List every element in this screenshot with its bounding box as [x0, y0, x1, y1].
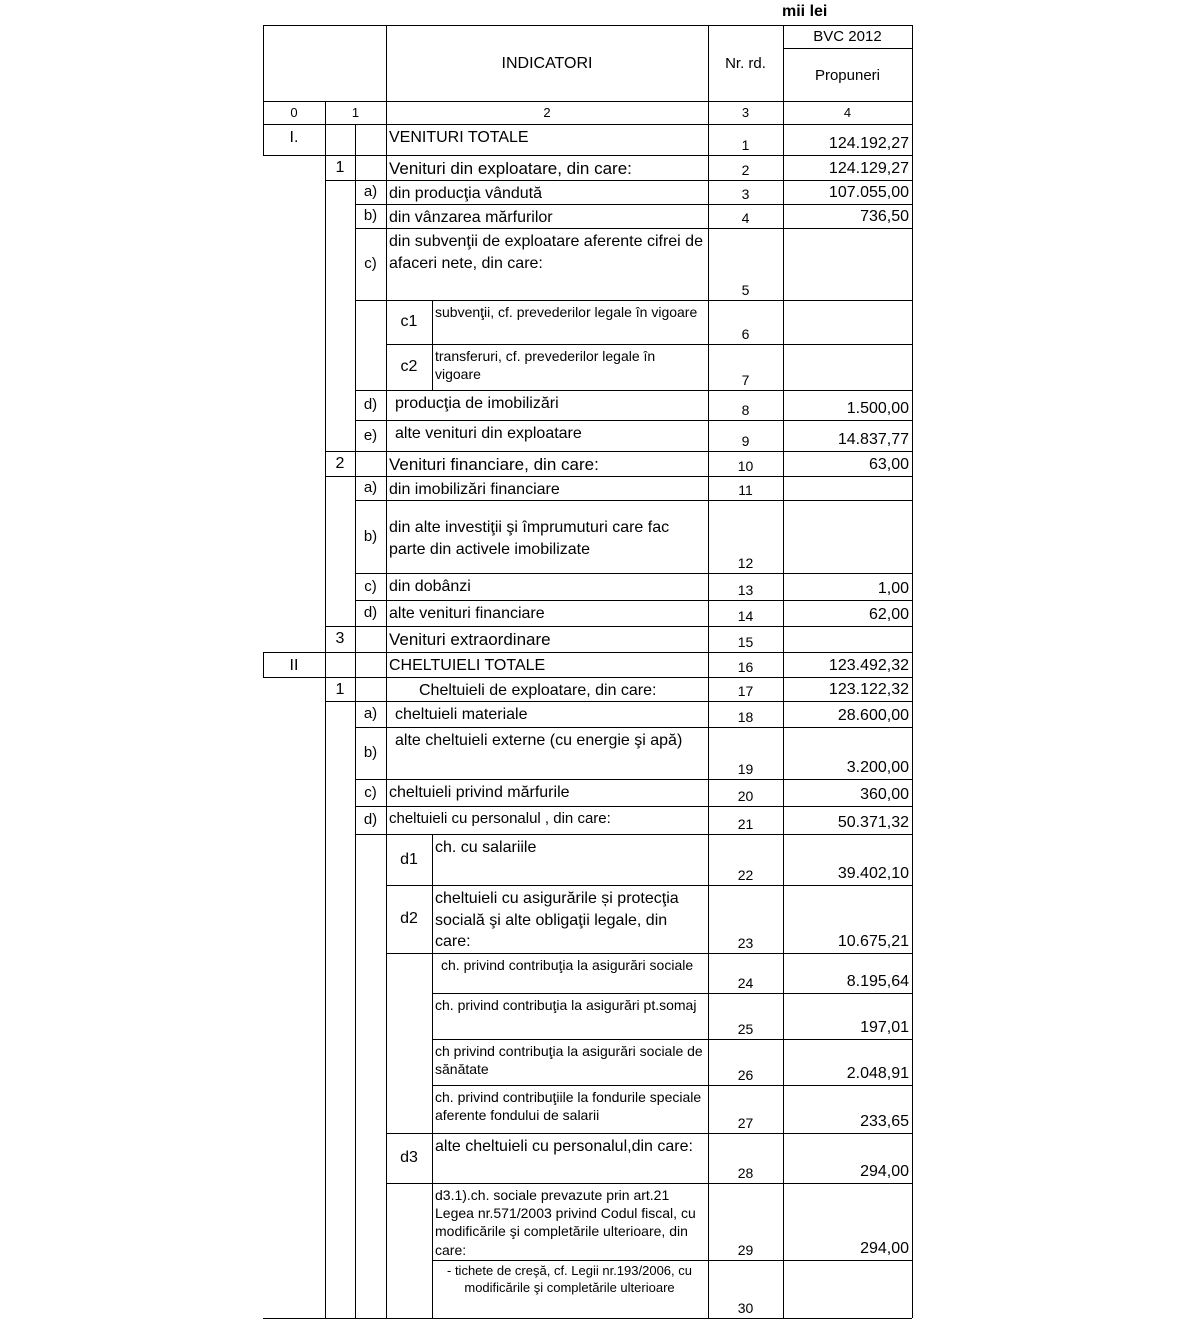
- row-letter: a): [363, 479, 378, 496]
- row-nr: 7: [741, 372, 750, 388]
- row-indicator-text: CHELTUIELI TOTALE: [389, 657, 546, 674]
- row-number: 3: [335, 630, 345, 647]
- row-nr: 29: [737, 1242, 754, 1258]
- col-number-1: 1: [351, 105, 360, 120]
- row-value: 3.200,00: [846, 759, 909, 776]
- row-number: 1: [335, 681, 345, 698]
- row-value: 294,00: [860, 1163, 909, 1180]
- row-nr: 9: [741, 433, 750, 449]
- row-nr: 18: [737, 709, 754, 725]
- row-indicator-text: din dobânzi: [389, 578, 471, 595]
- row-indicator-text: din imobilizări financiare: [389, 481, 560, 498]
- row-nr: 20: [737, 788, 754, 804]
- row-value: 736,50: [860, 208, 909, 225]
- col-number-2: 2: [543, 105, 551, 120]
- row-letter: c): [364, 578, 377, 595]
- row-indicator-text: - tichete de creşă, cf. Legii nr.193/2006, cu modificările şi completările ulterioare: [447, 1263, 692, 1295]
- row-indicator-text: alte venituri financiare: [389, 605, 545, 622]
- row-sub-label: c1: [400, 313, 418, 330]
- row-nr: 11: [738, 482, 753, 498]
- row-value: 2.048,91: [846, 1065, 909, 1082]
- row-nr: 4: [741, 210, 750, 226]
- row-indicator-text: ch. cu salariile: [435, 839, 537, 856]
- row-number: 2: [335, 455, 345, 472]
- grid-line: [386, 953, 912, 954]
- grid-line: [263, 677, 912, 678]
- row-indicator-text: alte cheltuieli cu personalul,din care:: [435, 1138, 693, 1155]
- col-number-4: 4: [843, 105, 852, 120]
- row-value: 197,01: [860, 1019, 909, 1036]
- grid-line: [263, 1318, 912, 1319]
- grid-line: [263, 101, 912, 102]
- row-value: 63,00: [868, 456, 909, 473]
- row-indicator-text: producţia de imobilizări: [395, 395, 559, 412]
- col-number-0: 0: [290, 105, 298, 120]
- header-bvc: BVC 2012: [813, 28, 882, 45]
- grid-line: [386, 344, 912, 345]
- row-value: 1,00: [877, 580, 909, 597]
- row-value: 62,00: [868, 606, 909, 623]
- grid-line: [355, 834, 912, 835]
- grid-line: [355, 420, 912, 421]
- row-roman: I.: [289, 129, 299, 146]
- row-value: 10.675,21: [837, 933, 909, 950]
- row-letter: a): [363, 705, 378, 722]
- row-nr: 25: [737, 1021, 754, 1037]
- grid-line: [325, 451, 912, 452]
- grid-line: [386, 124, 387, 1318]
- row-value: 124.129,27: [828, 160, 909, 177]
- row-letter: d): [363, 811, 378, 828]
- row-nr: 10: [737, 458, 754, 474]
- header-indicatori: INDICATORI: [501, 55, 593, 72]
- row-sub-label: d1: [400, 851, 418, 868]
- row-indicator-text: subvenţii, cf. prevederilor legale în vigoare: [435, 304, 698, 320]
- row-nr: 13: [737, 582, 754, 598]
- grid-line: [355, 806, 912, 807]
- row-indicator-text: ch. privind contribuţia la asigurări sociale: [441, 957, 694, 973]
- grid-line: [432, 1039, 912, 1040]
- grid-line: [432, 300, 433, 390]
- unit-label: mii lei: [782, 3, 828, 20]
- row-letter: c): [364, 255, 377, 272]
- grid-line: [263, 155, 912, 156]
- row-nr: 28: [737, 1165, 754, 1181]
- row-value: 50.371,32: [837, 814, 909, 831]
- row-sub-label: c2: [400, 358, 418, 375]
- row-nr: 22: [737, 867, 754, 883]
- row-nr: 16: [737, 659, 754, 675]
- grid-line: [783, 48, 912, 49]
- grid-line: [355, 600, 912, 601]
- row-sub-label: d2: [400, 910, 418, 927]
- grid-line: [432, 993, 912, 994]
- row-indicator-text: VENITURI TOTALE: [389, 129, 529, 146]
- row-value: 28.600,00: [837, 707, 909, 724]
- row-value: 360,00: [860, 786, 909, 803]
- row-nr: 15: [737, 634, 754, 650]
- row-value: 124.192,27: [828, 135, 909, 152]
- row-nr: 12: [737, 555, 754, 571]
- row-indicator-text: d3.1).ch. sociale prevazute prin art.21 Legea nr.571/2003 privind Codul fiscal, cu modificările şi completările ulterioare, din care:: [435, 1187, 696, 1258]
- row-indicator-text: alte cheltuieli externe (cu energie şi apă): [395, 732, 683, 749]
- row-nr: 6: [741, 326, 750, 342]
- row-roman: II: [289, 657, 299, 674]
- row-number: 1: [335, 159, 345, 176]
- grid-line: [432, 1085, 912, 1086]
- row-indicator-text: din producţia vândută: [389, 185, 542, 202]
- grid-line: [263, 124, 912, 125]
- row-nr: 2: [741, 162, 750, 178]
- row-indicator-text: Venituri din exploatare, din care:: [389, 159, 632, 178]
- row-sub-label: d3: [400, 1149, 418, 1166]
- grid-line: [386, 1183, 912, 1184]
- row-value: 8.195,64: [846, 973, 909, 990]
- grid-line: [325, 626, 912, 627]
- grid-line: [386, 885, 912, 886]
- grid-line: [325, 124, 326, 1318]
- grid-line: [432, 1260, 912, 1261]
- row-nr: 24: [737, 975, 754, 991]
- col-number-3: 3: [741, 105, 750, 120]
- grid-line: [912, 124, 913, 1318]
- row-nr: 21: [737, 816, 754, 832]
- row-value: 39.402,10: [837, 865, 909, 882]
- row-letter: c): [364, 784, 377, 801]
- row-letter: b): [363, 528, 378, 545]
- grid-line: [432, 834, 433, 1318]
- row-indicator-text: ch. privind contribuţiile la fondurile speciale aferente fondului de salarii: [435, 1089, 702, 1124]
- row-value: 107.055,00: [828, 184, 909, 201]
- row-nr: 26: [737, 1067, 754, 1083]
- row-indicator-text: cheltuieli cu asigurările și protecţia socială şi alte obligaţii legale, din care:: [435, 890, 679, 951]
- row-indicator-text: cheltuieli materiale: [395, 706, 528, 723]
- row-nr: 17: [737, 683, 754, 699]
- row-indicator-text: cheltuieli cu personalul , din care:: [389, 810, 611, 827]
- row-nr: 19: [737, 761, 754, 777]
- row-letter: d): [363, 396, 378, 413]
- row-indicator-text: din subvenţii de exploatare aferente cifrei de afaceri nete, din care:: [389, 233, 703, 272]
- row-indicator-text: alte venituri din exploatare: [395, 425, 582, 442]
- grid-line: [386, 1133, 912, 1134]
- row-nr: 5: [741, 282, 750, 298]
- row-nr: 30: [737, 1300, 754, 1316]
- grid-line: [355, 390, 912, 391]
- row-letter: a): [363, 183, 378, 200]
- row-letter: b): [363, 207, 378, 224]
- row-indicator-text: Cheltuieli de exploatare, din care:: [419, 682, 657, 699]
- row-value: 123.122,32: [828, 681, 909, 698]
- row-indicator-text: ch privind contribuţia la asigurări sociale de sănătate: [435, 1043, 703, 1078]
- row-nr: 27: [737, 1115, 754, 1131]
- grid-line: [355, 124, 356, 1318]
- row-indicator-text: din vânzarea mărfurilor: [389, 209, 553, 226]
- row-indicator-text: Venituri financiare, din care:: [389, 455, 599, 474]
- header-nr-rd: Nr. rd.: [725, 55, 766, 72]
- row-value: 1.500,00: [846, 400, 909, 417]
- row-nr: 14: [737, 608, 754, 624]
- row-letter: d): [363, 604, 378, 621]
- grid-line: [263, 652, 912, 653]
- header-propuneri: Propuneri: [814, 67, 881, 84]
- row-letter: b): [363, 744, 378, 761]
- grid-line: [355, 573, 912, 574]
- row-nr: 3: [741, 186, 750, 202]
- grid-line: [263, 25, 912, 26]
- row-indicator-text: cheltuieli privind mărfurile: [389, 784, 570, 801]
- row-value: 123.492,32: [828, 657, 909, 674]
- grid-line: [912, 25, 913, 124]
- row-indicator-text: ch. privind contribuţia la asigurări pt.somaj: [435, 997, 697, 1013]
- row-value: 233,65: [860, 1113, 909, 1130]
- row-nr: 1: [741, 137, 750, 153]
- row-indicator-text: din alte investiţii şi împrumuturi care fac parte din activele imobilizate: [389, 519, 670, 558]
- row-letter: e): [363, 427, 378, 444]
- grid-line: [355, 779, 912, 780]
- grid-line: [355, 727, 912, 728]
- row-value: 294,00: [860, 1240, 909, 1257]
- row-indicator-text: transferuri, cf. prevederilor legale în vigoare: [435, 348, 656, 383]
- row-indicator-text: Venituri extraordinare: [389, 630, 551, 649]
- row-nr: 23: [737, 935, 754, 951]
- row-value: 14.837,77: [837, 431, 909, 448]
- row-nr: 8: [741, 402, 750, 418]
- grid-line: [355, 300, 912, 301]
